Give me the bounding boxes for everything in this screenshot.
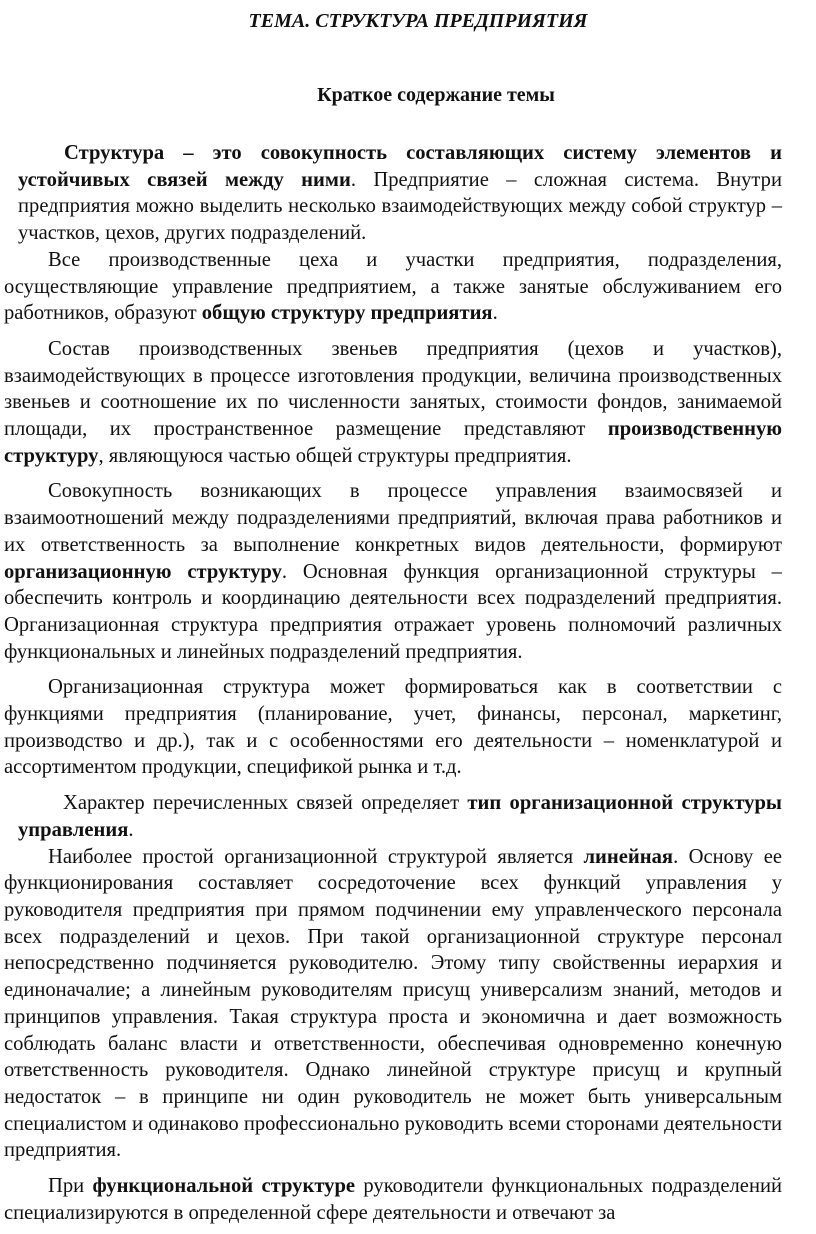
paragraph-linear-structure <box>4 844 782 1164</box>
document-body <box>4 140 782 1226</box>
paragraph-general-structure <box>4 247 782 327</box>
term-bold: организационную структуру <box>4 560 282 583</box>
section-subtitle: Краткое содержание темы <box>317 84 555 106</box>
term-bold: линейная <box>583 845 674 868</box>
paragraph-text: Организационная структура может формироваться как в соответствии с функциями предприятия (планирование, учет, финансы, персонал, маркетинг, производство и др.), так и с особенностями его деятельности – номенклатурой и ассортиментом продукции, спецификой рынка и т.д. <box>4 676 782 779</box>
paragraph-end: руководители функциональных подразделений специализируются в определенной сфере деятельности и отвечают за <box>4 1175 783 1224</box>
term-bold: тип организационной структуры управления <box>18 792 782 841</box>
paragraph-end: . Основная функция организационной структуры – обеспечить контроль и координацию деятельности всех подразделений предприятия. Организационная структура предприятия отражает уровень полномочий различных функциональных и линейных подразделений предприятия. <box>4 560 782 663</box>
paragraph-structure-formation <box>4 674 782 781</box>
paragraph-functional-structure <box>4 1173 782 1226</box>
paragraph-text: Характер перечисленных связей определяет <box>63 792 468 815</box>
page-title: ТЕМА. СТРУКТУРА ПРЕДПРИЯТИЯ <box>248 10 588 32</box>
paragraph-structure-type <box>4 790 782 843</box>
term-bold: производственную структуру <box>4 418 782 467</box>
paragraph-text: Наиболее простой организационной структурой является <box>48 845 584 868</box>
paragraph-production-structure <box>4 336 782 470</box>
paragraph-organizational-structure <box>4 478 782 665</box>
paragraph-structure-definition <box>4 140 782 247</box>
term-bold: общую структуру предприятия <box>201 302 493 325</box>
definition-bold: Структура – это совокупность составляющих систему элементов и устойчивых связей между ними <box>18 142 782 191</box>
paragraph-end: . Основу ее функционирования составляет сосредоточение всех функций управления у руководителя предприятия при прямом подчинении ему управленческого персонала всех подразделений и цехов. При такой организационной структуре персонал непосредственно подчиняется руководителю. Этому типу свойственны иерархия и единоначалие; а линейным руководителям присущ универсализм знаний, методов и принципов управления. Такая структура проста и экономична и дает возможность соблюдать баланс власти и ответственности, обеспечивая одновременно конечную ответственность руководителя. Однако линейной структуре присущ и крупный недостаток – в принципе ни один руководитель не может быть универсальным специалистом и одинаково профессионально руководить всеми сторонами деятельности предприятия. <box>4 845 782 1162</box>
paragraph-text: Состав производственных звеньев предприятия (цехов и участков), взаимодействующих в процессе изготовления продукции, величина производственных звеньев и соотношение их по численности занятых, стоимости фондов, занимаемой площади, их пространственное размещение представляют <box>4 337 782 441</box>
paragraph-end: . <box>492 302 498 325</box>
paragraph-text: . Предприятие – сложная система. Внутри предприятия можно выделить несколько взаимодействующих между собой структур – участков, цехов, других подразделений. <box>18 168 782 245</box>
paragraph-end: . <box>128 818 134 841</box>
paragraph-text: Все производственные цеха и участки предприятия, подразделения, осуществляющие управление предприятием, а также занятые обслуживанием его работников, образуют <box>4 248 782 325</box>
paragraph-text: При <box>48 1175 93 1198</box>
term-bold: функциональной структуре <box>92 1175 356 1198</box>
paragraph-end: , являющуюся частью общей структуры предприятия. <box>98 444 572 467</box>
paragraph-text: Совокупность возникающих в процессе управления взаимосвязей и взаимоотношений между подразделениями предприятий, включая права работников и их ответственность за выполнение конкретных видов деятельности, формируют <box>4 480 782 556</box>
